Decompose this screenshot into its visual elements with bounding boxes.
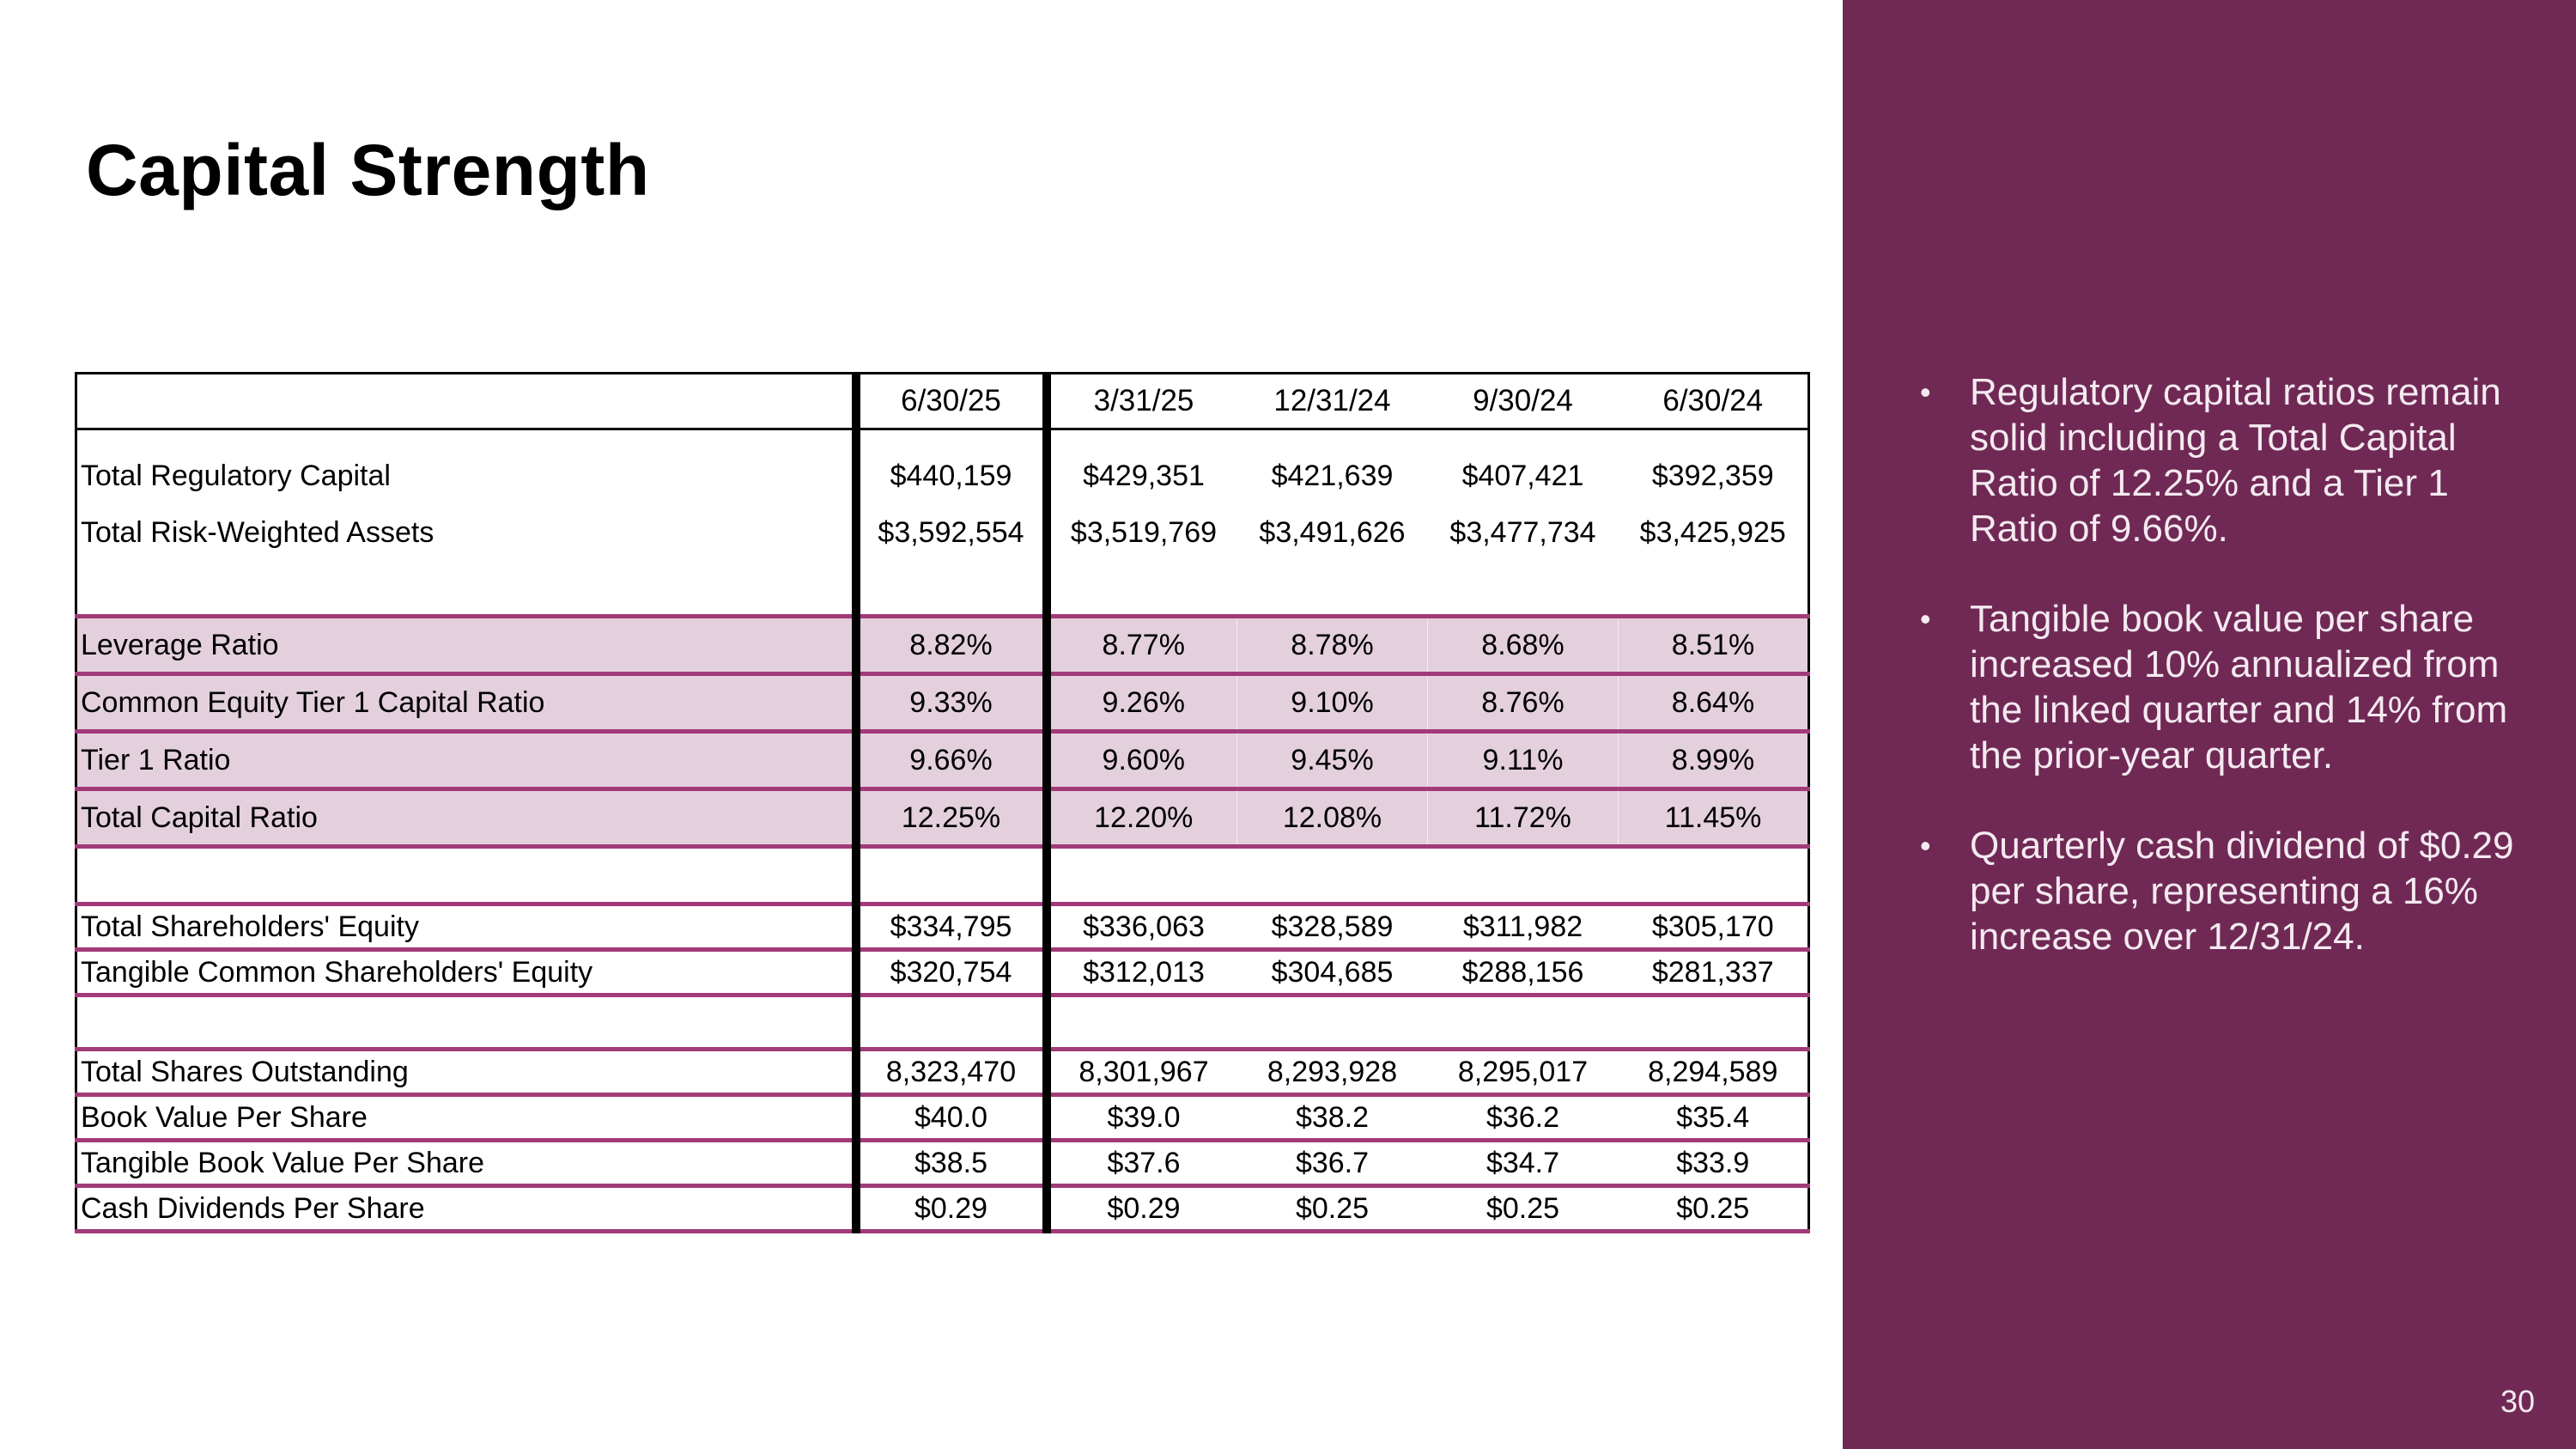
row-label: Total Shares Outstanding — [76, 1050, 856, 1095]
column-header: 3/31/25 — [1047, 374, 1237, 429]
table-cell: $38.5 — [856, 1141, 1047, 1186]
table-cell: $38.2 — [1237, 1095, 1428, 1141]
table-row — [76, 950, 1809, 995]
table-cell: $40.0 — [856, 1095, 1047, 1141]
table-cell: $0.25 — [1237, 1186, 1428, 1232]
table-cell: $0.25 — [1619, 1186, 1809, 1232]
table-cell: $33.9 — [1619, 1141, 1809, 1186]
table-cell: 8.78% — [1237, 617, 1428, 674]
table-cell: 9.60% — [1047, 732, 1237, 789]
column-header: 6/30/24 — [1619, 374, 1809, 429]
row-label: Common Equity Tier 1 Capital Ratio — [76, 674, 856, 732]
bullet-item: • Quarterly cash dividend of $0.29 per share, representing a 16% increase over 12/31/24. — [1920, 823, 2521, 959]
table-cell: $311,982 — [1428, 904, 1619, 950]
table-cell: 8,323,470 — [856, 1050, 1047, 1095]
table-cell: 8.99% — [1619, 732, 1809, 789]
page-number: 30 — [2500, 1384, 2535, 1419]
table-cell: 11.72% — [1428, 789, 1619, 847]
sidebar-panel — [1843, 0, 2576, 1449]
table-row — [76, 617, 1809, 674]
table-cell: $3,477,734 — [1449, 515, 1596, 549]
table-cell: 11.45% — [1619, 789, 1809, 847]
table-cell: $36.7 — [1237, 1141, 1428, 1186]
table-cell: $0.29 — [1047, 1186, 1237, 1232]
row-label: Tangible Book Value Per Share — [76, 1141, 856, 1186]
table-row — [76, 674, 1809, 732]
row-label: Book Value Per Share — [76, 1095, 856, 1141]
table-cell: 9.11% — [1428, 732, 1619, 789]
table-cell: 12.08% — [1237, 789, 1428, 847]
table-cell: 12.20% — [1047, 789, 1237, 847]
table-cell: 8,293,928 — [1237, 1050, 1428, 1095]
bullet-list — [1920, 369, 2521, 1004]
table-cell: $3,519,769 — [1047, 504, 1237, 561]
page-title: Capital Strength — [86, 130, 650, 210]
table-row — [76, 789, 1809, 847]
table-cell: $440,159 — [856, 447, 1047, 504]
table-row — [76, 1141, 1809, 1186]
row-label: Cash Dividends Per Share — [76, 1186, 856, 1232]
bullet-item: • Regulatory capital ratios remain solid including a Total Capital Ratio of 12.25% and a Tier 1 Ratio of 9.66%. — [1920, 369, 2521, 551]
table-cell: 8,294,589 — [1619, 1050, 1809, 1095]
table-row — [76, 504, 1809, 561]
table-cell: 8.64% — [1619, 674, 1809, 732]
table-cell: $288,156 — [1428, 950, 1619, 995]
table-cell: $312,013 — [1047, 950, 1237, 995]
row-label: Total Shareholders' Equity — [76, 904, 856, 950]
capital-table — [75, 372, 1810, 1233]
table-cell: $0.29 — [856, 1186, 1047, 1232]
table-cell: 9.33% — [856, 674, 1047, 732]
table-row — [76, 1050, 1809, 1095]
row-label: Total Capital Ratio — [76, 789, 856, 847]
table-cell: $407,421 — [1461, 459, 1584, 492]
table-cell: $37.6 — [1047, 1141, 1237, 1186]
table-row — [76, 904, 1809, 950]
table-cell: 9.10% — [1237, 674, 1428, 732]
table-cell: 12.25% — [856, 789, 1047, 847]
table-cell: 8.51% — [1619, 617, 1809, 674]
table-header-row — [76, 374, 1809, 429]
table-cell: $304,685 — [1237, 950, 1428, 995]
table-cell: $421,639 — [1271, 459, 1394, 492]
table-cell: 8,301,967 — [1047, 1050, 1237, 1095]
table-cell: 9.26% — [1047, 674, 1237, 732]
table-cell: $0.25 — [1428, 1186, 1619, 1232]
row-label: Tangible Common Shareholders' Equity — [76, 950, 856, 995]
table-cell: 8.77% — [1047, 617, 1237, 674]
column-header: 6/30/25 — [856, 374, 1047, 429]
table-cell: $305,170 — [1619, 904, 1809, 950]
row-label: Total Risk-Weighted Assets — [81, 515, 434, 549]
table-row — [76, 732, 1809, 789]
table-row — [76, 447, 1809, 504]
table-cell: 9.66% — [856, 732, 1047, 789]
table-cell: 8,295,017 — [1428, 1050, 1619, 1095]
table-cell: $392,359 — [1651, 459, 1774, 492]
table-row — [76, 1095, 1809, 1141]
column-header: 12/31/24 — [1237, 374, 1428, 429]
table-cell: 9.45% — [1237, 732, 1428, 789]
table-row — [76, 1186, 1809, 1232]
table-cell: 8.82% — [856, 617, 1047, 674]
table-cell: 8.76% — [1428, 674, 1619, 732]
table-cell: $429,351 — [1047, 447, 1237, 504]
table-cell: $3,592,554 — [856, 504, 1047, 561]
table-cell: $334,795 — [856, 904, 1047, 950]
row-label: Leverage Ratio — [76, 617, 856, 674]
table-cell: $3,491,626 — [1259, 515, 1406, 549]
header-label-cell — [76, 374, 856, 429]
row-label: Total Regulatory Capital — [81, 459, 391, 492]
bullet-item: • Tangible book value per share increased 10% annualized from the linked quarter and 14% from the prior-year quarter. — [1920, 596, 2521, 778]
table-cell: $328,589 — [1237, 904, 1428, 950]
row-label: Tier 1 Ratio — [76, 732, 856, 789]
table-cell: $34.7 — [1428, 1141, 1619, 1186]
table-cell: $320,754 — [856, 950, 1047, 995]
table-cell: $3,425,925 — [1639, 515, 1786, 549]
table-cell: $39.0 — [1047, 1095, 1237, 1141]
column-header: 9/30/24 — [1428, 374, 1619, 429]
table-cell: $35.4 — [1619, 1095, 1809, 1141]
table-cell: $36.2 — [1428, 1095, 1619, 1141]
table-cell: $281,337 — [1619, 950, 1809, 995]
table-cell: $336,063 — [1047, 904, 1237, 950]
table-cell: 8.68% — [1428, 617, 1619, 674]
